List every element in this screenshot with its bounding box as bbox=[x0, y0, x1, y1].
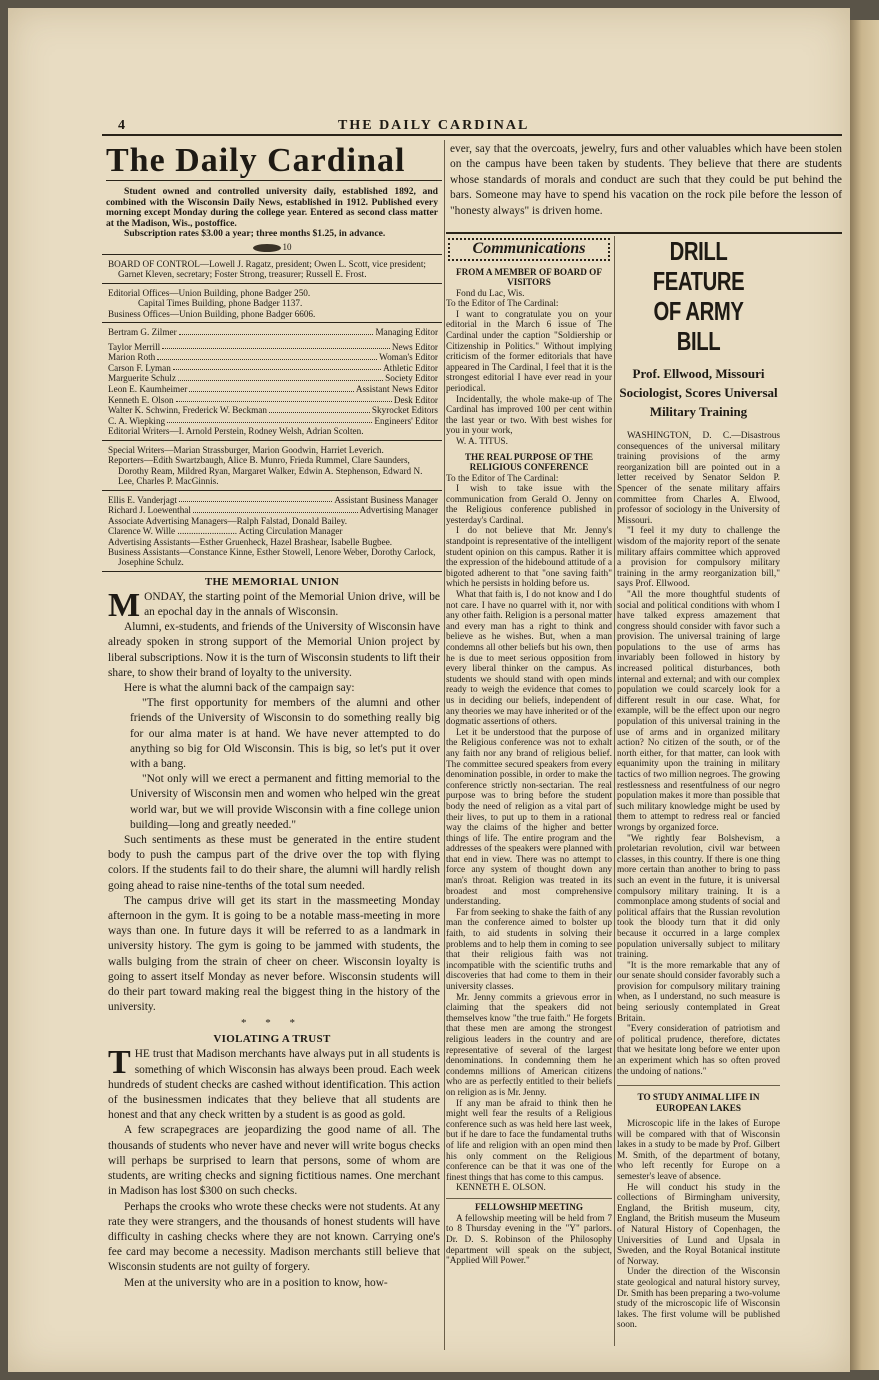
page-number: 4 bbox=[118, 118, 127, 133]
column-divider-right bbox=[614, 236, 615, 1346]
letter2-signature: KENNETH E. OLSON. bbox=[456, 1183, 546, 1194]
top-right-rule bbox=[446, 232, 842, 234]
editorial-column bbox=[102, 140, 442, 1291]
staff-line: Ellis E. Vanderjagt Assistant Business Manager bbox=[108, 494, 438, 505]
business-staff bbox=[102, 490, 442, 571]
staff-line: Walter K. Schwinn, Frederick W. Beckman Skyrocket Editors bbox=[108, 405, 438, 416]
letter1-salutation: To the Editor of The Cardinal: bbox=[446, 299, 559, 310]
editorial-writers: Editorial Writers—I. Arnold Perstein, Rodney Welsh, Adrian Scolten. bbox=[108, 426, 364, 437]
business-assistants: Business Assistants—Constance Kinne, Esther Stowell, Lenore Weber, Dorothy Carlock, Josephine Schulz. bbox=[108, 546, 436, 568]
dropcap-t: T bbox=[108, 1044, 131, 1082]
dropcap-m: M bbox=[108, 586, 141, 624]
subscription-rates: Subscription rates $3.00 a year; three months $1.25, in advance. bbox=[124, 228, 386, 240]
staff-line: Kenneth E. Olson Desk Editor bbox=[108, 394, 438, 405]
letter1-place: Fond du Lac, Wis. bbox=[456, 288, 525, 299]
staff-line: Bertram G. Zilmer Managing Editor bbox=[108, 327, 438, 337]
news-column: DRILL FEATURE OF ARMY BILL Prof. Ellwood, Missouri Sociologist, Scores Universal Military Training WASHINGTON, D. C.—Disastrous consequences of the universal military training provisions of the army reorganization bill are pointed out in a letter received by Senator Seldon P. Spencer of the senate military affairs committee from Charles A. Elwood, professor of sociology in the University of Missouri. "I feel it my duty to challenge the wisdom of the majority report of the senate military affairs committee which approved a provision for compulsory military training in the army reorganization bill," says Prof. Ellwood. "All the more thoughtful students of social and political conditions with whom I have talked express amazement that congress should consider with favor such a provision. The universal training of large populations to the use of arms has invariably been followed in history by increased political disturbances, both internal and external; and with our complex population we could scarcely look for a different result in our case. What, for example, will be the effect upon our negro population of this universal training in the use of arms and in organized military action? No citizen of the south, or of the north either, for that matter, can look with equanimity upon the training in military tactics of two million negroes. The growing restlessness and resentfulness of our negro population makes it more than possible that such military knowledge might be used by them to attempt to redress real or fancied wrongs by organized force. "We rightly fear Bolshevism, a proletarian revolution, civil war between classes, in this country. If there is one thing more certain than another to bring to pass such an event in the future, it is universal compulsory military training. It is a commonplace among students of social and political affairs that the Russian revolution took the bloody turn that it did only because it occurred in a large complex population universally subject to military training. "It is the more remarkable that any of our senate should consider favorably such a provision for compulsory military training when, as I understand, no such measure is being seriously contemplated in Great Britain. "Every consideration of patriotism and of political prudence, therefore, dictates that we hesitate long before we enter upon an experiment which has so often proved the undoing of nations." TO STUDY ANIMAL LIFE IN EUROPEAN LAKES Microscopic life in the lakes of Europe will be compared with that of Wisconsin lakes in a study to be made by Prof. Gilbert M. Smith, of the department of botany, who left recently for Europe on a semester's leave of absence. He will conduct his study in the collections of Birmingham university, England, the British museum, city, England, the British museum the Museum of Natural History of Copenhagen, the Universities of Lund and Upsala in Sweden, and the Royal Botanical institute of Norway. Under the direction of the Wisconsin state geological and natural history survey, Dr. Smith has been preparing a two-volume study of the microscopic life of Wisconsin lakes. The first volume will be published soon. bbox=[617, 236, 780, 1331]
advertising-assistants: Advertising Assistants—Esther Gruenheck, Hazel Brashear, Isabelle Bugbee. bbox=[108, 536, 393, 547]
reporters: Reporters—Edith Swartzbaugh, Alice B. Munro, Frieda Rummel, Clare Saunders, Dorothy Ream, Mildred Ryan, Margaret Walker, Edwin A. Stephenson, Edward N. Lee, Charles P. MacGinnis. bbox=[108, 455, 423, 487]
running-head-title: THE DAILY CARDINAL bbox=[338, 118, 530, 133]
column-divider-left bbox=[444, 140, 445, 1350]
editorial-staff bbox=[102, 322, 442, 440]
office-line-1: Editorial Offices—Union Building, phone Badger 250. bbox=[108, 287, 311, 298]
masthead-statement bbox=[102, 187, 442, 240]
letter1-head: FROM A MEMBER OF BOARD OF VISITORS bbox=[456, 266, 602, 287]
staff-line: Taylor Merrill News Editor bbox=[108, 341, 438, 352]
drill-headline-1: DRILL FEATURE bbox=[652, 236, 745, 296]
communications-column: Communications FROM A MEMBER OF BOARD OF VISITORS Fond du Lac, Wis. To the Editor of The Cardinal: I want to congratulate you on your editorial in the March 6 issue of The Cardinal under the caption "Soldiership or Citizenship in Politics." Without implying criticism of the former editorials that have appeared in The Cardinal, I feel that it is the strongest editorial I have ever read in your periodical. Incidentally, the whole make-up of The Cardinal has improved 100 per cent within the last year or two. With best wishes for you in your work, W. A. TITUS. THE REAL PURPOSE OF THE RELIGIOUS CONFERENCE To the Editor of The Cardinal: I wish to take issue with the communication from Gerald O. Jenny on the Religious conference published in yesterday's Cardinal. I do not believe that Mr. Jenny's standpoint is representative of the intelligent student opinion on this campus. Rather it is the expression of the hidebound attitude of a bigoted adherent to that "one saving faith" which he persists in holding before us. What that faith is, I do not know and I do not care. I have no quarrel with it, nor with any other faith. Religion is a personal matter and every man has a right to think and believe as he wishes. But, when a man condemns all other beliefs but his own, then he is due to meet serious opposition from every liberal thinker on the campus. As students we should stand with open minds ready to weigh the evidence that comes to us in deciding our beliefs, independent of any theories we may have inherited or of the dogmatic assertions of others. Let it be understood that the purpose of the Religious conference was not to exhalt any faith nor any brand of religious belief. The committee secured speakers from every denomination possible, in order to make the conference strictly non-sectarian. The real purpose was to bring before the student body the need of religion as a vital part of their lives, to put up to them in a rational way the claims of the higher and better things of life. The entire program and the addresses of the speakers were planned with that end in view. There was no attempt to force any system of thought down any man's throat. Religion was treated in its broadest and most comprehensive understanding. Far from seeking to shake the faith of any man the conference aimed to bolster up faith, to aid students in solving their problems and to help them in coming to see that their religious faith was not incompatible with the scientific truths and discoveries that had come to them in their university classes. Mr. Jenny commits a grievous error in claiming that the speakers did not themselves know "the true faith." He forgets that these men are among the strongest religious leaders in the country and are representative of several of the largest denominations. In condemning them he condemns millions of American citizens who are as perfectly entitled to their beliefs on religion as is Mr. Jenny. If any man be afraid to think then he might well fear the results of a Religious conference such as was held here last week, but if he dare to face the fundamental truths of life and religion with an open mind then his only comment on the Religious conference can be that it was one of the finest things that has come to this campus. KENNETH E. OLSON. FELLOWSHIP MEETING A fellowship meeting will be held from 7 to 8 Thursday evening in the "Y" parlors. Dr. D. S. Robinson of the Philosophy department will speak on the subject, "Applied Will Power." bbox=[446, 240, 612, 1267]
office-line-2: Capital Times Building, phone Badger 1137. bbox=[138, 298, 303, 309]
masthead-title: The Daily Cardinal bbox=[106, 142, 442, 181]
staff-line: Leon E. Kaumheimer Assistant News Editor bbox=[108, 383, 438, 394]
board-of-control bbox=[102, 254, 442, 283]
office-line-3: Business Offices—Union Building, phone Badger 6606. bbox=[108, 308, 316, 319]
offices bbox=[102, 283, 442, 322]
cardinal-seal-icon bbox=[253, 244, 281, 252]
ownership-statement: Student owned and controlled university daily, established 1892, and combined with the Wisconsin Daily News, established in 1912. Published every morning except Monday during the college year. Entered as second class matter at the Madison, Wis., postoffice. bbox=[106, 186, 438, 229]
lakes-headline: TO STUDY ANIMAL LIFE IN EUROPEAN LAKES bbox=[617, 1085, 780, 1113]
staff-line: Carson F. Lyman Athletic Editor bbox=[108, 362, 438, 373]
drill-headline-2: OF ARMY BILL bbox=[653, 296, 744, 356]
seal-mark: 10 bbox=[282, 241, 292, 252]
staff-line: Richard J. Loewenthal Advertising Manager bbox=[108, 505, 438, 516]
section-divider: * * * bbox=[241, 1017, 303, 1030]
memorial-editorial: MONDAY, the starting point of the Memorial Union drive, will be an epochal day in the annals of Wisconsin. Alumni, ex-students, and friends of the University of Wisconsin have already spoken in strong support of the Memorial Union project by liberal subscriptions. Now it is the turn of Wisconsin students to lift their share, to show their brand of loyalty to the university. Here is what the alumni back of the campaign say: "The first opportunity for members of the alumni and other friends of the University of Wisconsin to do something really big for our alma mater is at hand. We have never attempted to do anything so big for Old Wisconsin. This is big, so let's put it over with a bang. "Not only will we erect a permanent and fitting memorial to the University of Wisconsin men and women who helped win the great world war, but we will provide Wisconsin with a fine college union building—long and greatly needed." Such sentiments as these must be generated in the entire student body to push the campus part of the drive over the top with flying colors. If the students fail to do their share, the alumni will hardly relish going ahead to raise nine-tenths of the total sum needed. The campus drive will get its start in the massmeeting Monday afternoon in the gym. It is going to be a notable mass-meeting in more ways than one. In future days it will be referred to as a landmark in university history. The gym is going to be jammed with students, the walls bulging from the strain of cheer on cheer. Wisconsin loyalty is going to assert itself Monday as never before. Wisconsin students will do their part toward making real the biggest thing in the history of the university. bbox=[108, 586, 440, 1014]
page-edge bbox=[850, 20, 879, 1370]
top-rule bbox=[102, 134, 842, 136]
trust-continuation: ever, say that the overcoats, jewelry, furs and other valuables which have been stolen on the campus have been taken by students. They believe that there are students whose standards of morals and conduct are such that they could be put behind the bars. Someone may have to spend his vacation on the rock pile before the lesson of "honesty always" is driven home. bbox=[450, 143, 842, 217]
letter1-signature: W. A. TITUS. bbox=[456, 436, 508, 447]
staff-line: Marguerite Schulz Society Editor bbox=[108, 373, 438, 384]
trust-title: VIOLATING A TRUST bbox=[213, 1033, 331, 1046]
fellowship-head: FELLOWSHIP MEETING bbox=[446, 1198, 612, 1212]
board-text: BOARD OF CONTROL—Lowell J. Ragatz, president; Owen L. Scott, vice president; Garnet Kleven, secretary; Foster Strong, treasurer; Russell E. Frost. bbox=[108, 258, 426, 280]
drill-subhead: Prof. Ellwood, Missouri Sociologist, Scores Universal Military Training bbox=[619, 366, 778, 419]
staff-line: Marion Roth Woman's Editor bbox=[108, 352, 438, 363]
circulation-manager: Clarence W. Wille .......................... Acting Circulation Manager bbox=[108, 526, 343, 537]
letter2-head: THE REAL PURPOSE OF THE RELIGIOUS CONFERENCE bbox=[464, 451, 594, 472]
letter2-salutation: To the Editor of The Cardinal: bbox=[446, 473, 559, 484]
running-head bbox=[118, 116, 850, 140]
associate-advertising: Associate Advertising Managers—Ralph Falstad, Donald Bailey. bbox=[108, 515, 347, 526]
writers-reporters bbox=[102, 440, 442, 490]
trust-editorial: THE trust that Madison merchants have always put in all students is something of which Wisconsin has always been proud. Each week hundreds of student checks are cashed without identification. This action of the businessmen indicates that they believe that all students are honest and that any check written by a student is as good as gold. A few scrapegraces are jeopardizing the good name of all. The thousands of students who never have and never will write bogus checks will perhaps be surprised to learn that persons, some of whom are students, are writing checks and signing fictitious names. One merchant in Madison has lost $300 on such checks. Perhaps the crooks who wrote these checks were not students. At any rate they were strangers, and the thousands of honest students will have difficulty in cashing checks where they are not known. Carrying one's fee card may become a necessity. Madison merchants still believe that Wisconsin students are not guilty of forgery. Men at the university who are in a position to know, how- bbox=[108, 1044, 440, 1289]
special-writers: Special Writers—Marian Strassburger, Marion Goodwin, Harriet Leverich. bbox=[108, 444, 384, 455]
seal bbox=[102, 242, 442, 252]
communications-banner: Communications bbox=[448, 238, 610, 261]
staff-line: C. A. Wiepking Engineers' Editor bbox=[108, 415, 438, 426]
memorial-title: THE MEMORIAL UNION bbox=[204, 575, 340, 588]
